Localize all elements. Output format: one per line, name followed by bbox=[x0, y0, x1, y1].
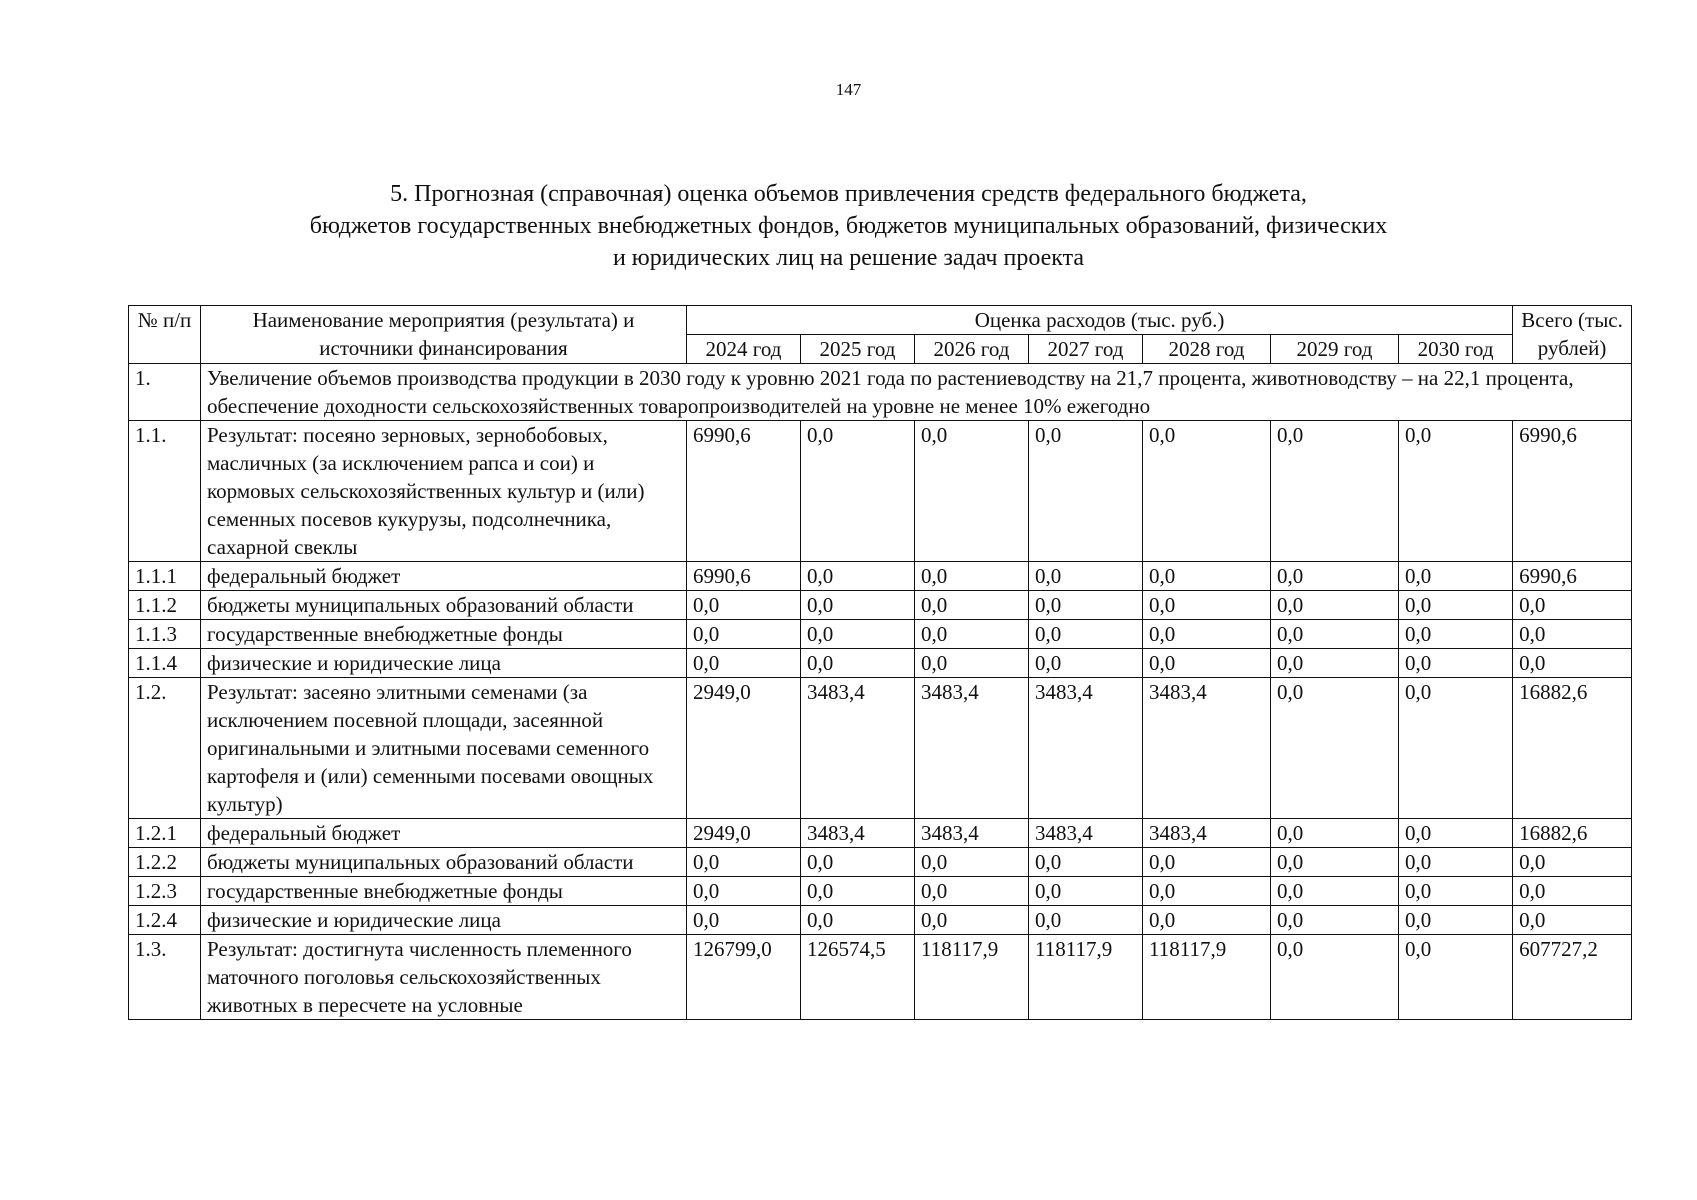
row-total: 607727,2 bbox=[1513, 935, 1632, 1020]
row-id: 1.2.3 bbox=[129, 877, 201, 906]
row-value: 0,0 bbox=[687, 620, 801, 649]
header-name: Наименование мероприятия (результата) и источники финансирования bbox=[201, 306, 687, 364]
header-expense-group: Оценка расходов (тыс. руб.) bbox=[687, 306, 1513, 335]
row-id: 1.1.1 bbox=[129, 562, 201, 591]
row-value: 0,0 bbox=[915, 649, 1029, 678]
row-value: 0,0 bbox=[1399, 649, 1513, 678]
table-row bbox=[129, 562, 1632, 591]
table-row bbox=[129, 848, 1632, 877]
row-value: 0,0 bbox=[1143, 591, 1271, 620]
row-value: 0,0 bbox=[1271, 877, 1399, 906]
page-number: 147 bbox=[835, 80, 862, 99]
row-value: 0,0 bbox=[1399, 562, 1513, 591]
row-value: 0,0 bbox=[1271, 819, 1399, 848]
row-id: 1.1.3 bbox=[129, 620, 201, 649]
table-row bbox=[129, 906, 1632, 935]
row-value: 0,0 bbox=[1271, 935, 1399, 1020]
row-value: 0,0 bbox=[1399, 421, 1513, 562]
header-year: 2026 год bbox=[915, 335, 1029, 364]
row-value: 126574,5 bbox=[801, 935, 915, 1020]
row-name: Результат: посеяно зерновых, зернобобовых, масличных (за исключением рапса и сои) и кормовых сельскохозяйственных культур и (или) семенных посевов кукурузы, подсолнечника, сахарной свеклы bbox=[201, 421, 687, 562]
row-id: 1.2. bbox=[129, 678, 201, 819]
title-line: бюджетов государственных внебюджетных фондов, бюджетов муниципальных образований, физических bbox=[309, 213, 1388, 239]
title-line: и юридических лиц на решение задач проекта bbox=[612, 245, 1085, 271]
row-value: 0,0 bbox=[687, 591, 801, 620]
row-name: бюджеты муниципальных образований области bbox=[201, 848, 687, 877]
row-total: 0,0 bbox=[1513, 877, 1632, 906]
row-name: бюджеты муниципальных образований области bbox=[201, 591, 687, 620]
row-value: 3483,4 bbox=[1143, 678, 1271, 819]
row-value: 6990,6 bbox=[687, 421, 801, 562]
row-value: 0,0 bbox=[1399, 819, 1513, 848]
row-value: 0,0 bbox=[687, 906, 801, 935]
row-value: 0,0 bbox=[1029, 620, 1143, 649]
row-value: 118117,9 bbox=[1143, 935, 1271, 1020]
row-value: 3483,4 bbox=[1029, 678, 1143, 819]
row-value: 0,0 bbox=[1143, 877, 1271, 906]
row-value: 0,0 bbox=[687, 877, 801, 906]
budget-table bbox=[128, 305, 1632, 1020]
row-value: 0,0 bbox=[915, 620, 1029, 649]
table-row bbox=[129, 819, 1632, 848]
row-total: 6990,6 bbox=[1513, 562, 1632, 591]
row-value: 0,0 bbox=[1399, 906, 1513, 935]
row-id: 1.1.2 bbox=[129, 591, 201, 620]
row-name: государственные внебюджетные фонды bbox=[201, 620, 687, 649]
row-total: 0,0 bbox=[1513, 906, 1632, 935]
row-value: 0,0 bbox=[1143, 848, 1271, 877]
row-value: 3483,4 bbox=[801, 678, 915, 819]
row-value: 2949,0 bbox=[687, 819, 801, 848]
row-total: 0,0 bbox=[1513, 620, 1632, 649]
row-id: 1.3. bbox=[129, 935, 201, 1020]
row-total: 0,0 bbox=[1513, 649, 1632, 678]
row-value: 0,0 bbox=[1143, 562, 1271, 591]
header-num: № п/п bbox=[129, 306, 201, 364]
row-value: 0,0 bbox=[1271, 591, 1399, 620]
row-value: 0,0 bbox=[687, 848, 801, 877]
row-value: 3483,4 bbox=[1029, 819, 1143, 848]
row-id: 1.2.4 bbox=[129, 906, 201, 935]
row-value: 0,0 bbox=[1143, 421, 1271, 562]
header-year: 2028 год bbox=[1143, 335, 1271, 364]
row-value: 0,0 bbox=[1399, 848, 1513, 877]
row-value: 0,0 bbox=[687, 649, 801, 678]
row-value: 0,0 bbox=[915, 906, 1029, 935]
row-value: 0,0 bbox=[1029, 421, 1143, 562]
header-total: Всего (тыс. рублей) bbox=[1513, 306, 1632, 364]
row-value: 0,0 bbox=[1029, 562, 1143, 591]
section-text: Увеличение объемов производства продукции в 2030 году к уровню 2021 года по растениеводству на 21,7 процента, животноводству – на 22,1 процента, обеспечение доходности сельскохозяйственных товаропроизводителей на уровне не менее 10% ежегодно bbox=[201, 364, 1632, 421]
row-value: 0,0 bbox=[1399, 877, 1513, 906]
row-total: 0,0 bbox=[1513, 591, 1632, 620]
header-year: 2030 год bbox=[1399, 335, 1513, 364]
row-value: 0,0 bbox=[915, 562, 1029, 591]
row-value: 0,0 bbox=[915, 877, 1029, 906]
row-value: 0,0 bbox=[801, 620, 915, 649]
row-value: 0,0 bbox=[1143, 906, 1271, 935]
row-value: 0,0 bbox=[801, 591, 915, 620]
table-row bbox=[129, 678, 1632, 819]
row-name: Результат: достигнута численность племенного маточного поголовья сельскохозяйственных животных в пересчете на условные bbox=[201, 935, 687, 1020]
row-total: 6990,6 bbox=[1513, 421, 1632, 562]
row-total: 16882,6 bbox=[1513, 819, 1632, 848]
title-line: 5. Прогнозная (справочная) оценка объемов привлечения средств федерального бюджета, bbox=[390, 181, 1307, 207]
row-value: 0,0 bbox=[915, 591, 1029, 620]
row-value: 0,0 bbox=[1029, 591, 1143, 620]
row-total: 0,0 bbox=[1513, 848, 1632, 877]
section-row bbox=[129, 364, 1632, 421]
row-value: 0,0 bbox=[915, 848, 1029, 877]
row-value: 6990,6 bbox=[687, 562, 801, 591]
row-id: 1.2.2 bbox=[129, 848, 201, 877]
row-name: физические и юридические лица bbox=[201, 906, 687, 935]
row-value: 0,0 bbox=[1271, 620, 1399, 649]
row-value: 3483,4 bbox=[915, 678, 1029, 819]
row-value: 0,0 bbox=[1029, 649, 1143, 678]
row-value: 0,0 bbox=[1271, 649, 1399, 678]
row-value: 0,0 bbox=[801, 848, 915, 877]
row-value: 0,0 bbox=[801, 649, 915, 678]
row-id: 1.1. bbox=[129, 421, 201, 562]
row-id: 1.1.4 bbox=[129, 649, 201, 678]
row-value: 0,0 bbox=[801, 906, 915, 935]
row-value: 3483,4 bbox=[915, 819, 1029, 848]
row-name: федеральный бюджет bbox=[201, 819, 687, 848]
row-value: 118117,9 bbox=[915, 935, 1029, 1020]
row-id: 1.2.1 bbox=[129, 819, 201, 848]
table-row bbox=[129, 935, 1632, 1020]
row-total: 16882,6 bbox=[1513, 678, 1632, 819]
row-value: 0,0 bbox=[1143, 620, 1271, 649]
row-value: 0,0 bbox=[801, 562, 915, 591]
row-value: 0,0 bbox=[1399, 620, 1513, 649]
row-value: 0,0 bbox=[1029, 848, 1143, 877]
row-value: 0,0 bbox=[1271, 848, 1399, 877]
header-year: 2025 год bbox=[801, 335, 915, 364]
table-row bbox=[129, 620, 1632, 649]
header-year: 2029 год bbox=[1271, 335, 1399, 364]
row-value: 0,0 bbox=[1399, 935, 1513, 1020]
row-value: 0,0 bbox=[1399, 591, 1513, 620]
row-name: государственные внебюджетные фонды bbox=[201, 877, 687, 906]
table-row bbox=[129, 421, 1632, 562]
section-id: 1. bbox=[129, 364, 201, 421]
table-row bbox=[129, 649, 1632, 678]
row-name: федеральный бюджет bbox=[201, 562, 687, 591]
row-value: 0,0 bbox=[915, 421, 1029, 562]
row-value: 3483,4 bbox=[801, 819, 915, 848]
row-value: 0,0 bbox=[1143, 649, 1271, 678]
row-value: 0,0 bbox=[1271, 906, 1399, 935]
row-value: 0,0 bbox=[801, 877, 915, 906]
header-year: 2027 год bbox=[1029, 335, 1143, 364]
row-value: 0,0 bbox=[1271, 678, 1399, 819]
table-row bbox=[129, 877, 1632, 906]
row-value: 126799,0 bbox=[687, 935, 801, 1020]
row-value: 0,0 bbox=[1029, 877, 1143, 906]
document-title bbox=[0, 178, 1697, 274]
row-value: 0,0 bbox=[1271, 421, 1399, 562]
row-value: 3483,4 bbox=[1143, 819, 1271, 848]
row-value: 0,0 bbox=[1271, 562, 1399, 591]
row-value: 0,0 bbox=[1029, 906, 1143, 935]
row-value: 0,0 bbox=[801, 421, 915, 562]
row-value: 2949,0 bbox=[687, 678, 801, 819]
row-value: 0,0 bbox=[1399, 678, 1513, 819]
row-name: Результат: засеяно элитными семенами (за исключением посевной площади, засеянной оригинальными и элитными посевами семенного картофеля и (или) семенными посевами овощных культур) bbox=[201, 678, 687, 819]
header-year: 2024 год bbox=[687, 335, 801, 364]
table-row bbox=[129, 591, 1632, 620]
row-value: 118117,9 bbox=[1029, 935, 1143, 1020]
row-name: физические и юридические лица bbox=[201, 649, 687, 678]
